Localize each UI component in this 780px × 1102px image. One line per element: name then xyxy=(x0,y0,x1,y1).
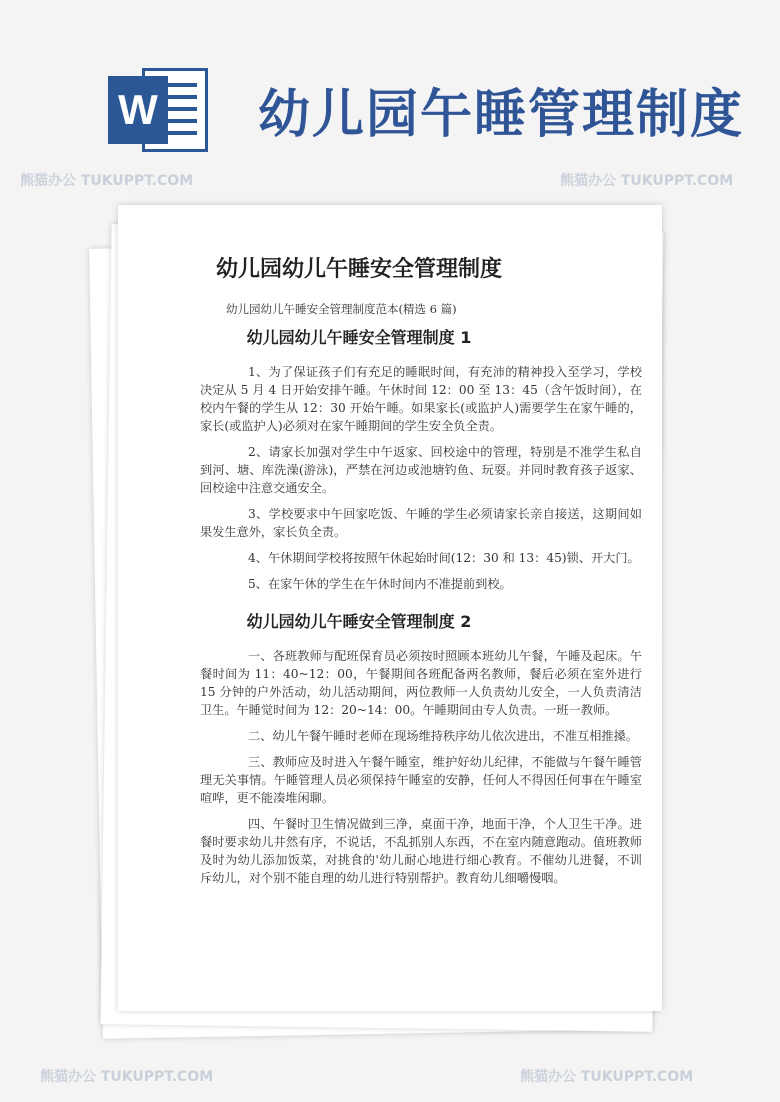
paragraph: 三、教师应及时进入午餐午睡室，维护好幼儿纪律，不能做与午餐午睡管理无关事情。午睡管理人员必须保持午睡室的安静，任何人不得因任何事在午睡室喧哗，更不能凑堆闲聊。 xyxy=(200,755,642,805)
banner xyxy=(0,0,780,200)
paragraph: 四、午餐时卫生情况做到三净，桌面干净，地面干净，个人卫生干净。进餐时要求幼儿井然有序，不说话，不乱抓别人东西，不在室内随意跑动。值班教师及时为幼儿添加饭菜，对挑食的'幼儿耐心地进行细心教育。不催幼儿进餐，不训斥幼儿，对个别不能自理的幼儿进行特别帮护。教育幼儿细嚼慢咽。 xyxy=(200,817,642,885)
document-subtitle: 幼儿园幼儿午睡安全管理制度范本(精选 6 篇) xyxy=(226,302,457,316)
section-heading: 幼儿园幼儿午睡安全管理制度 2 xyxy=(246,612,472,631)
paragraph: 二、幼儿午餐午睡时老师在现场维持秩序幼儿依次进出，不准互相推搡。 xyxy=(248,729,638,743)
watermark: 熊猫办公 TUKUPPT.COM xyxy=(20,173,194,189)
word-badge: W xyxy=(108,76,168,144)
paragraph: 4、午休期间学校将按照午休起始时间(12：30 和 13：45)锁、开大门。 xyxy=(248,551,640,565)
paragraph: 3、学校要求中午回家吃饭、午睡的学生必须请家长亲自接送，这期间如果发生意外，家长负全责。 xyxy=(200,507,642,539)
watermark: 熊猫办公 TUKUPPT.COM xyxy=(40,1069,214,1085)
section-body xyxy=(200,363,642,601)
word-document-icon xyxy=(108,68,208,152)
document-page xyxy=(118,205,662,1011)
paragraph: 1、为了保证孩子们有充足的睡眠时间，有充沛的精神投入至学习，学校决定从 5 月 4 日开始安排午睡。午休时间 12：00 至 13：45（含午饭时间），在校内午餐的学生从 12：30 开始午睡。如果家长(或监护人)需要学生在家午睡的，家长(或监护人)必须对在家午睡期间的学生安全负全责。 xyxy=(200,365,642,433)
section-heading: 幼儿园幼儿午睡安全管理制度 1 xyxy=(246,328,472,347)
document-title: 幼儿园幼儿午睡安全管理制度 xyxy=(215,257,502,282)
section-body xyxy=(200,647,642,895)
banner-title: 幼儿园午睡管理制度 xyxy=(258,85,745,145)
watermark: 熊猫办公 TUKUPPT.COM xyxy=(520,1069,694,1085)
paragraph: 一、各班教师与配班保育员必须按时照顾本班幼儿午餐，午睡及起床。午餐时间为 11：40~12：00，午餐期间各班配备两名教师，餐后必须在室外进行 15 分钟的户外活动，幼儿活动期间，两位教师一人负责幼儿安全，一人负责清洁卫生。午睡觉时间为 12：20~14：00。午睡期间由专人负责。一班一教师。 xyxy=(200,649,642,717)
paragraph: 2、请家长加强对学生中午返家、回校途中的管理，特别是不准学生私自到河、塘、库洗澡(游泳)，严禁在河边或池塘钓鱼、玩耍。并同时教育孩子返家、回校途中注意交通安全。 xyxy=(200,445,642,495)
paragraph: 5、在家午休的学生在午休时间内不准提前到校。 xyxy=(248,577,512,591)
watermark: 熊猫办公 TUKUPPT.COM xyxy=(560,173,734,189)
